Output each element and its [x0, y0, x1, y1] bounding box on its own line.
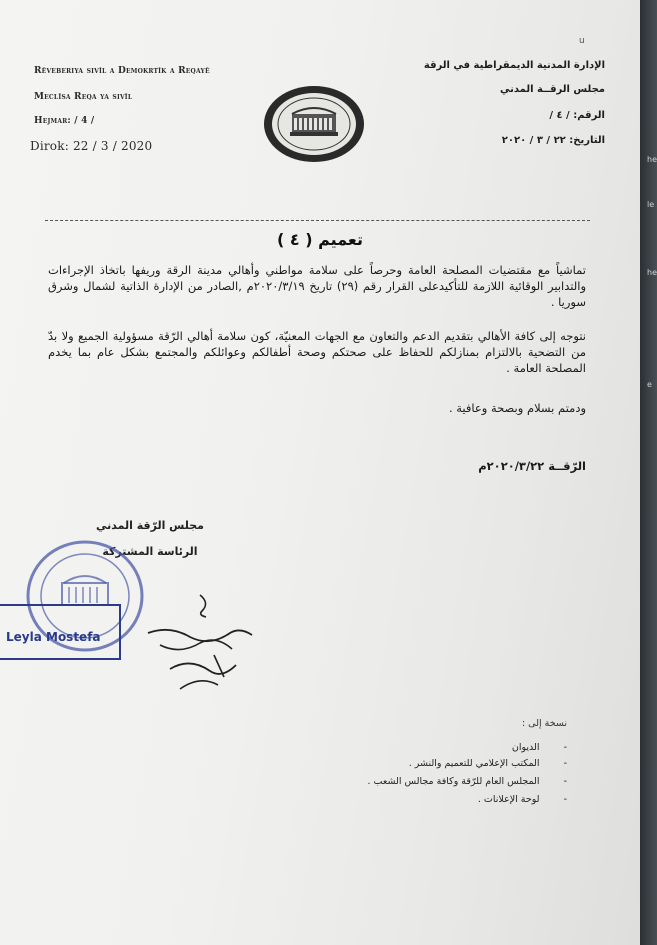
- document-title: تعميم ( ٤ ): [277, 230, 363, 249]
- header-left-line1: Rêveberiya sivîl a Demokrtîk a Reqayê: [34, 66, 210, 76]
- body-paragraph-1: تماشياً مع مقتضيات المصلحة العامة وحرصاً على سلامة مواطني وأهالي مدينة الرقة وريفها باتخاذ الإجراءات والتدابير الوقائية اللازمة للتأكيدعلى القرار رقم (٢٩) تاريخ ٢٠٢٠/٣/١٩م ,الصادر من الإدارة الذاتية لشمال وشرق سوريا .: [48, 263, 586, 309]
- header-right-raqm: الرقم: / ٤ /: [549, 110, 605, 121]
- background-desk-strip: [640, 0, 657, 945]
- document-date: الرّقــة ٢٠٢٠/٣/٢٢م: [478, 459, 586, 473]
- strip-label: le: [647, 200, 655, 209]
- header-right-line2: مجلس الرقــة المدني: [500, 84, 605, 95]
- name-stamp-text: Leyla Mostefa: [6, 630, 101, 644]
- body-closing: ودمتم بسلام وبصحة وعافية .: [448, 401, 586, 415]
- header-left-line2: Meclîsa Reqa ya sivîl: [34, 92, 133, 102]
- strip-label: he: [647, 155, 657, 164]
- cc-item: -لوحة الإعلانات .: [477, 794, 567, 805]
- signatory-role: الرئاسة المشتركة: [102, 545, 198, 558]
- cc-item: -المكتب الإعلامي للتعميم والنشر .: [408, 758, 567, 769]
- strip-label: e: [647, 380, 652, 389]
- header-right-line1: الإدارة المدنية الديمقراطية في الرقة: [423, 60, 605, 71]
- cc-item: -المجلس العام للرّقة وكافة مجالس الشعب .: [367, 776, 567, 787]
- header-left-hejmar: Hejmar: / 4 /: [34, 116, 95, 126]
- strip-label: he: [647, 268, 657, 277]
- header-divider: [45, 220, 590, 221]
- header-left-dirok: Dirok: 22 / 3 / 2020: [30, 139, 153, 153]
- signatory-org: مجلس الرّقة المدني: [96, 519, 204, 532]
- corner-mark: u: [579, 36, 585, 46]
- council-emblem-logo: [262, 84, 366, 164]
- cc-title: نسخة إلى :: [521, 718, 567, 729]
- body-paragraph-2: نتوجه إلى كافة الأهالي بتقديم الدعم والتعاون مع الجهات المعنيّة، كون سلامة أهالي الرّقة مسؤولية الجميع ولا بدّ من التضحية بالالتزام بمنازلكم للحفاظ على صحتكم وصحة أطفالكم وعوائلكم والمجتمع بشكل عام بما يخدم المصلحة العامة .: [48, 329, 586, 375]
- handwritten-signature: [140, 585, 260, 695]
- header-right-tarikh: التاريخ: ٢٢ / ٣ / ٢٠٢٠: [501, 135, 605, 146]
- cc-item: -الديوان: [511, 742, 567, 753]
